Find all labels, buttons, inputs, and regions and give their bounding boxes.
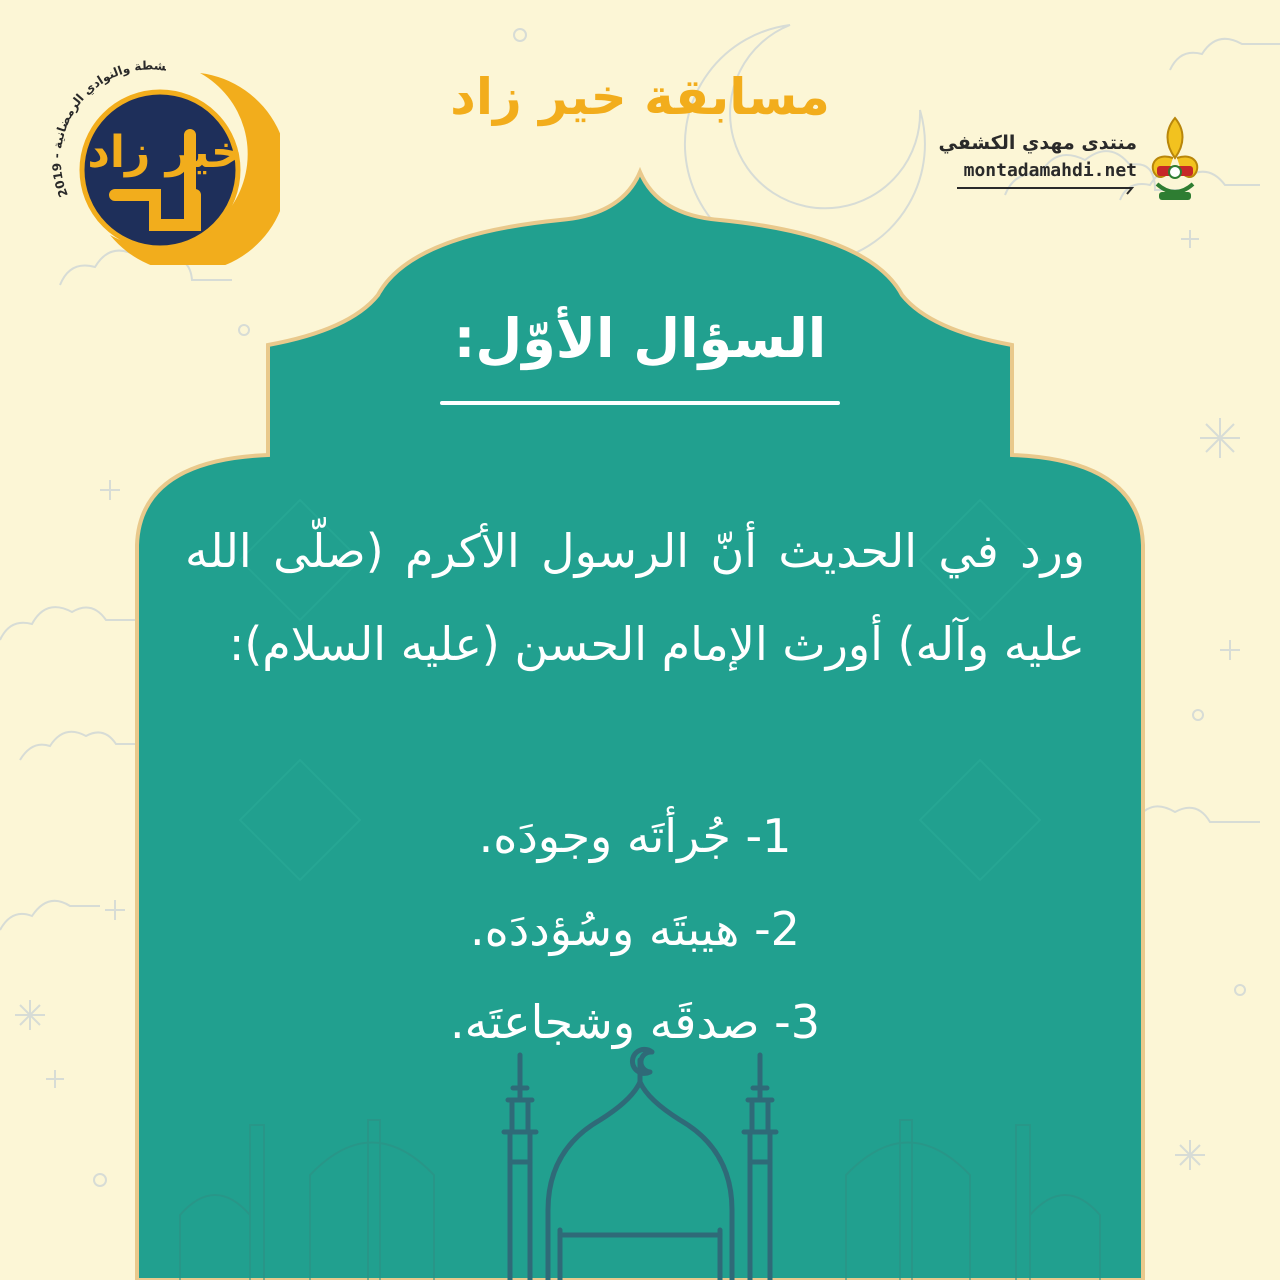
khayr-zad-badge bbox=[40, 55, 280, 265]
sparkle-icon bbox=[100, 480, 120, 500]
sparkle-icon bbox=[15, 1000, 45, 1030]
sparkle-icon bbox=[1200, 418, 1240, 458]
badge-ring-text: شطة والنوادي الرمضانية - 2019 bbox=[49, 58, 167, 200]
answer-option-2: 2- هيبتَه وسُؤددَه. bbox=[470, 902, 800, 956]
cloud-icon bbox=[20, 732, 146, 760]
sparkle-icon bbox=[46, 1070, 64, 1088]
cloud-icon bbox=[0, 901, 100, 930]
brand-name: منتدى مهدي الكشفي bbox=[938, 132, 1137, 154]
sparkle-icon bbox=[1220, 640, 1240, 660]
question-heading: السؤال الأوّل: bbox=[453, 307, 827, 370]
cloud-icon bbox=[1170, 39, 1280, 70]
answer-options bbox=[185, 790, 1085, 1069]
brand-underline bbox=[957, 186, 1137, 196]
sparkle-icon bbox=[105, 900, 125, 920]
cloud-icon bbox=[0, 607, 146, 640]
answer-option-3: 3- صدقَه وشجاعتَه. bbox=[449, 995, 821, 1049]
sparkle-icon bbox=[1175, 1140, 1205, 1170]
page-title: مسابقة خير زاد bbox=[450, 68, 830, 126]
heading-divider bbox=[440, 401, 840, 405]
scout-fleur-de-lis-icon bbox=[1145, 114, 1205, 206]
question-body: ورد في الحديث أنّ الرسول الأكرم (صلّى الله عليه وآله) أورث الإمام الحسن (عليه السلام): bbox=[185, 524, 1085, 671]
brand-logo bbox=[940, 112, 1205, 207]
brand-url: montadamahdi.net bbox=[963, 160, 1137, 181]
answer-option-1: 1- جُرأتَه وجودَه. bbox=[478, 809, 792, 863]
badge-logo-text: خير زاد bbox=[87, 127, 243, 178]
sparkle-icon bbox=[1181, 230, 1199, 248]
khayr-zad-crescent-logo-icon bbox=[40, 55, 280, 265]
